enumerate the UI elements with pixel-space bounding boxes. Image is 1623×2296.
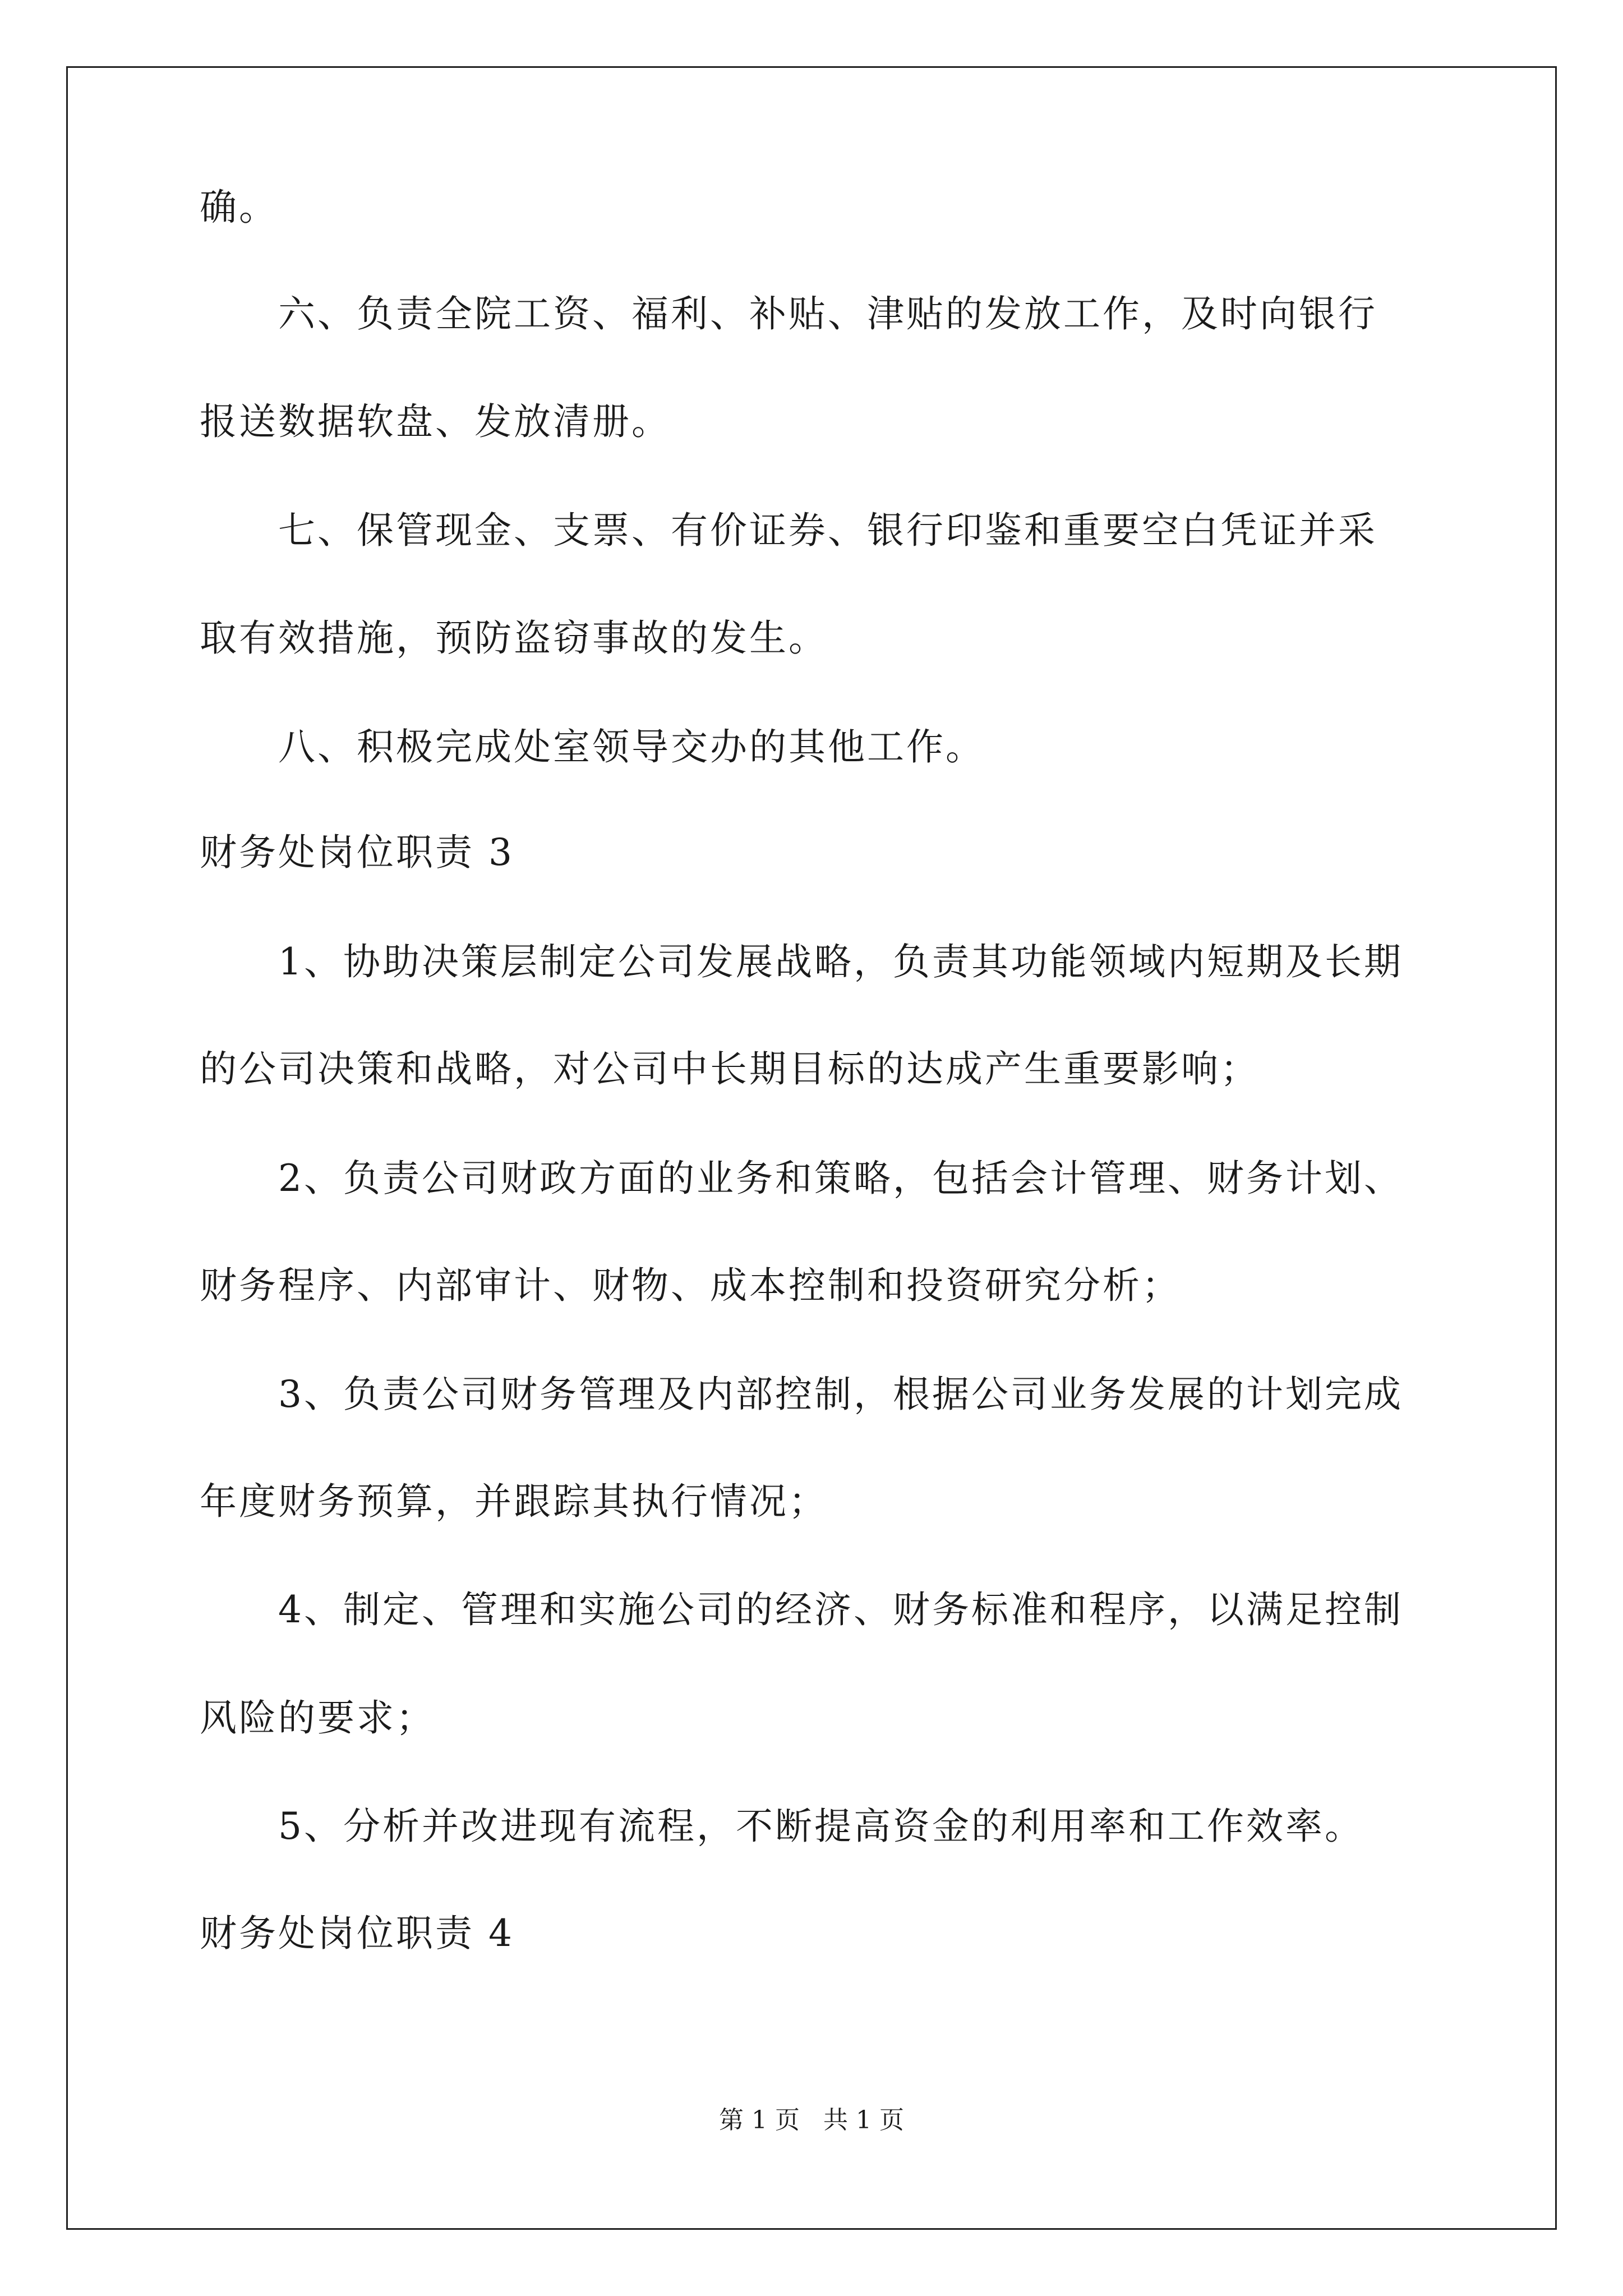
paragraph-line: 八、积极完成处室领导交办的其他工作。 — [278, 725, 985, 769]
text-line: 报送数据软盘、发放清册。 — [200, 400, 671, 443]
text-line: 风险的要求； — [200, 1696, 435, 1740]
paragraph-line: 5、分析并改进现有流程，不断提高资金的利用率和工作效率。 — [278, 1805, 1364, 1848]
section-heading: 财务处岗位职责 4 — [200, 1912, 514, 1955]
paragraph-line: 4、制定、管理和实施公司的经济、财务标准和程序，以满足控制 — [278, 1588, 1403, 1631]
text-line: 确。 — [200, 186, 278, 229]
paragraph-line: 1、协助决策层制定公司发展战略，负责其功能领域内短期及长期 — [278, 940, 1403, 983]
text-line: 财务程序、内部审计、财物、成本控制和投资研究分析； — [200, 1264, 1181, 1307]
text-line: 取有效措施，预防盗窃事故的发生。 — [200, 616, 828, 660]
section-heading: 财务处岗位职责 3 — [200, 831, 514, 874]
text-line: 年度财务预算，并跟踪其执行情况； — [200, 1480, 828, 1523]
paragraph-line: 七、保管现金、支票、有价证券、银行印鉴和重要空白凭证并采 — [278, 509, 1377, 552]
page-border — [66, 66, 1557, 2230]
paragraph-line: 六、负责全院工资、福利、补贴、津贴的发放工作，及时向银行 — [278, 292, 1377, 335]
paragraph-line: 3、负责公司财务管理及内部控制，根据公司业务发展的计划完成 — [278, 1373, 1403, 1416]
page-number-footer: 第 1 页 共 1 页 — [719, 2106, 904, 2134]
text-line: 的公司决策和战略，对公司中长期目标的达成产生重要影响； — [200, 1047, 1260, 1091]
paragraph-line: 2、负责公司财政方面的业务和策略，包括会计管理、财务计划、 — [278, 1157, 1403, 1200]
